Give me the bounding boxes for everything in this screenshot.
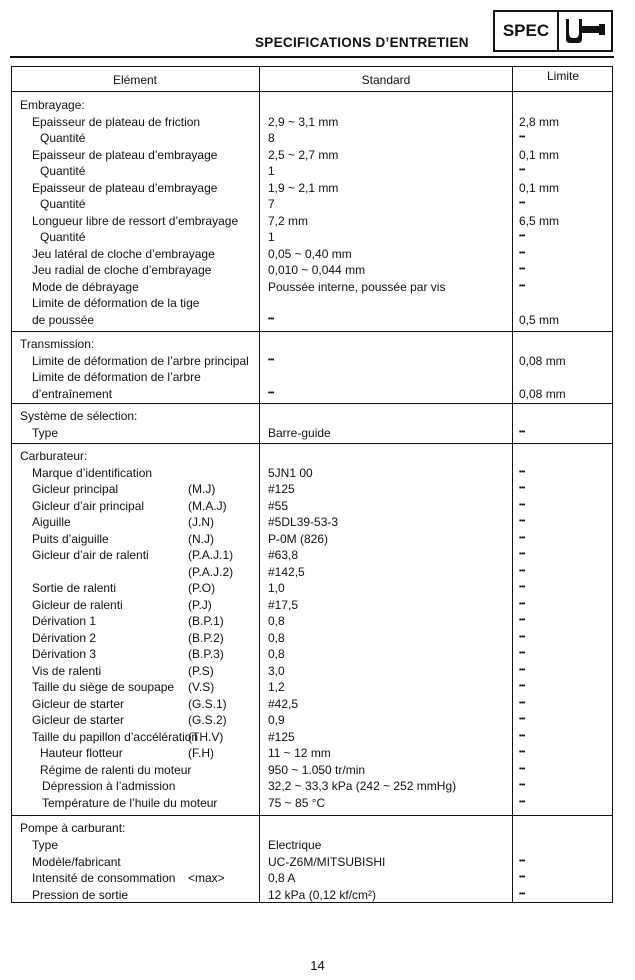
section-title: Pompe à carburant: (20, 821, 126, 835)
standard-na: ••• (268, 389, 274, 397)
limit-na: ••• (519, 874, 525, 882)
row-standard: 1 (268, 164, 275, 178)
row-label: Dérivation 2 (32, 630, 97, 645)
row-code: (F.H) (188, 746, 214, 760)
limit-na: ••• (519, 567, 525, 575)
limit-na: ••• (519, 716, 525, 723)
row-label: Jeu latéral de cloche d’embrayage (32, 246, 215, 261)
limit-na: ••• (519, 468, 525, 476)
limit-na: ••• (519, 782, 525, 789)
row-code: <max> (188, 871, 225, 886)
row-standard: 950 ~ 1.050 tr/min (268, 762, 366, 777)
page-number: 14 (310, 958, 325, 973)
row-label: Epaisseur de plateau d’embrayage (32, 180, 218, 195)
row-label: Régime de ralenti du moteur (40, 762, 192, 777)
row-standard: 3,0 (268, 663, 285, 678)
limit-na: ••• (519, 282, 525, 290)
row-standard: #63,8 (268, 548, 299, 562)
row-limit: 6,5 mm (519, 213, 560, 228)
column-header-limit: Limite (546, 69, 579, 83)
row-code: (J.N) (188, 515, 214, 529)
limit-na: ••• (519, 891, 525, 899)
row-standard: 32,2 ~ 33,3 kPa (242 ~ 252 mmHg) (268, 779, 457, 793)
row-standard: Poussée interne, poussée par vis (268, 279, 446, 294)
row-standard: 0,9 (268, 713, 285, 727)
limit-na: ••• (519, 857, 525, 865)
limit-na: ••• (519, 501, 525, 509)
row-standard: 7 (268, 197, 275, 211)
limit-na: ••• (519, 617, 525, 624)
row-label: Intensité de consommation (32, 871, 176, 886)
row-code: (P.A.J.2) (188, 564, 234, 579)
limit-na: ••• (519, 749, 525, 756)
row-limit: 0,08 mm (519, 386, 566, 401)
row-standard: 5JN1 00 (268, 465, 313, 480)
row-label: Gicleur principal (32, 482, 119, 496)
section-divider (11, 815, 613, 816)
row-label: Epaisseur de plateau d’embrayage (32, 147, 218, 162)
limit-na: ••• (519, 798, 525, 806)
standard-na: ••• (268, 356, 274, 364)
row-label: Vis de ralenti (32, 663, 102, 678)
row-standard: #142,5 (268, 564, 305, 579)
spec-badge: SPEC (493, 10, 557, 52)
limit-na: ••• (519, 732, 525, 740)
row-standard: 2,5 ~ 2,7 mm (268, 147, 339, 162)
row-code: (B.P.3) (188, 647, 224, 661)
row-standard: UC-Z6M/MITSUBISHI (268, 854, 386, 869)
limit-na: ••• (519, 600, 525, 608)
row-label: Pression de sortie (32, 888, 129, 903)
section-title: Carburateur: (20, 449, 88, 463)
row-standard: #55 (268, 498, 289, 513)
column-header-element: Elément (112, 73, 158, 87)
row-label: Epaisseur de plateau de friction (32, 114, 201, 129)
row-standard: 0,010 ~ 0,044 mm (268, 263, 366, 277)
row-label: Puits d’aiguille (32, 531, 109, 546)
row-label: Quantité (40, 197, 86, 211)
row-limit: 0,5 mm (519, 312, 560, 327)
row-label: Marque d’identification (32, 465, 153, 480)
row-standard: #125 (268, 482, 295, 496)
limit-na: ••• (519, 584, 525, 591)
row-label: Hauteur flotteur (40, 746, 123, 760)
row-label: Gicleur d’air principal (32, 498, 145, 513)
row-label: Limite de déformation de l’arbre (32, 370, 201, 384)
page-title: SPECIFICATIONS D’ENTRETIEN (255, 35, 469, 50)
row-label: Gicleur d’air de ralenti (32, 548, 149, 562)
limit-na: ••• (519, 134, 525, 141)
row-label: Sortie de ralenti (32, 581, 117, 595)
limit-na: ••• (519, 249, 525, 257)
row-standard: P-0M (826) (268, 531, 329, 546)
row-limit: 0,1 mm (519, 147, 560, 162)
row-code: (M.A.J) (188, 498, 227, 513)
row-code: (P.O) (188, 581, 216, 595)
row-code: (G.S.2) (188, 713, 227, 727)
row-code: (B.P.2) (188, 630, 224, 645)
row-label: d’entraînement (32, 386, 113, 401)
row-label: Quantité (40, 131, 86, 145)
row-label: Gicleur de starter (32, 696, 125, 711)
header-divider (11, 91, 613, 92)
column-divider (512, 66, 513, 903)
row-code: (B.P.1) (188, 614, 224, 628)
limit-na: ••• (519, 167, 525, 174)
limit-na: ••• (519, 765, 525, 773)
row-code: (N.J) (188, 531, 214, 546)
limit-na: ••• (519, 428, 525, 436)
row-label: Taille du papillon d’accélération (32, 729, 199, 744)
limit-na: ••• (519, 518, 525, 525)
header-rule (10, 56, 614, 58)
row-standard: 8 (268, 131, 275, 145)
row-standard: 75 ~ 85 °C (268, 795, 326, 810)
row-standard: 1,2 (268, 680, 285, 694)
row-standard: 7,2 mm (268, 213, 309, 228)
row-code: (G.S.1) (188, 696, 227, 711)
row-code: (V.S) (188, 680, 215, 694)
row-standard: #17,5 (268, 597, 299, 612)
row-standard: 0,8 (268, 614, 285, 628)
section-title: Embrayage: (20, 98, 85, 112)
limit-na: ••• (519, 633, 525, 641)
row-standard: #5DL39-53-3 (268, 515, 339, 529)
row-code: (P.J) (188, 597, 212, 612)
row-standard: 1 (268, 230, 275, 244)
row-standard: Barre-guide (268, 425, 331, 440)
row-label: Mode de débrayage (32, 279, 139, 294)
row-label: Limite de déformation de l’arbre principal (32, 353, 249, 368)
row-label: Quantité (40, 164, 86, 178)
row-code: (TH.V) (188, 729, 224, 744)
row-label: Longueur libre de ressort d’embrayage (32, 213, 239, 228)
row-standard: 0,8 (268, 630, 285, 645)
row-standard: 0,8 (268, 647, 285, 661)
row-standard: 12 kPa (0,12 kf/cm²) (268, 888, 377, 903)
section-title: Transmission: (20, 337, 95, 351)
row-standard: 1,0 (268, 581, 285, 595)
row-label: Quantité (40, 230, 86, 244)
row-label: Taille du siège de soupape (32, 680, 175, 694)
row-standard: 2,9 ~ 3,1 mm (268, 114, 339, 129)
row-limit: 0,08 mm (519, 353, 566, 368)
limit-na: ••• (519, 534, 525, 542)
limit-na: ••• (519, 266, 525, 273)
row-standard: #42,5 (268, 696, 299, 711)
row-standard: 1,9 ~ 2,1 mm (268, 180, 339, 195)
row-standard: 11 ~ 12 mm (268, 746, 331, 760)
wrench-icon (557, 10, 613, 52)
row-label: Gicleur de starter (32, 713, 125, 727)
limit-na: ••• (519, 233, 525, 240)
row-standard: 0,05 ~ 0,40 mm (268, 246, 352, 261)
row-code: (P.A.J.1) (188, 548, 234, 562)
row-label: Dérivation 3 (32, 647, 97, 661)
row-label: Jeu radial de cloche d’embrayage (32, 263, 212, 277)
row-label: Température de l’huile du moteur (42, 795, 218, 810)
row-label: Limite de déformation de la tige (32, 296, 200, 310)
section-title: Système de sélection: (20, 409, 138, 423)
row-code: (M.J) (188, 482, 216, 496)
section-divider (11, 403, 613, 404)
row-label: Dérivation 1 (32, 614, 97, 628)
row-label: de poussée (32, 312, 95, 327)
standard-na: ••• (268, 315, 274, 323)
limit-na: ••• (519, 551, 525, 558)
limit-na: ••• (519, 699, 525, 707)
row-label: Gicleur de ralenti (32, 597, 123, 612)
column-divider (259, 66, 260, 903)
row-standard: 0,8 A (268, 871, 296, 886)
section-divider (11, 331, 613, 332)
row-standard: Electrique (268, 837, 322, 852)
limit-na: ••• (519, 485, 525, 492)
row-limit: 2,8 mm (519, 114, 560, 129)
limit-na: ••• (519, 650, 525, 657)
row-standard: #125 (268, 729, 295, 744)
limit-na: ••• (519, 683, 525, 690)
limit-na: ••• (519, 200, 525, 207)
section-divider (11, 443, 613, 444)
limit-na: ••• (519, 666, 525, 674)
row-label: Type (32, 425, 59, 440)
row-limit: 0,1 mm (519, 180, 560, 195)
column-header-standard: Standard (361, 73, 411, 87)
row-label: Aiguille (32, 515, 71, 529)
row-code: (P.S) (188, 663, 214, 678)
row-label: Modèle/fabricant (32, 854, 121, 869)
row-label: Type (32, 837, 59, 852)
row-label: Dépression à l’admission (42, 779, 176, 793)
